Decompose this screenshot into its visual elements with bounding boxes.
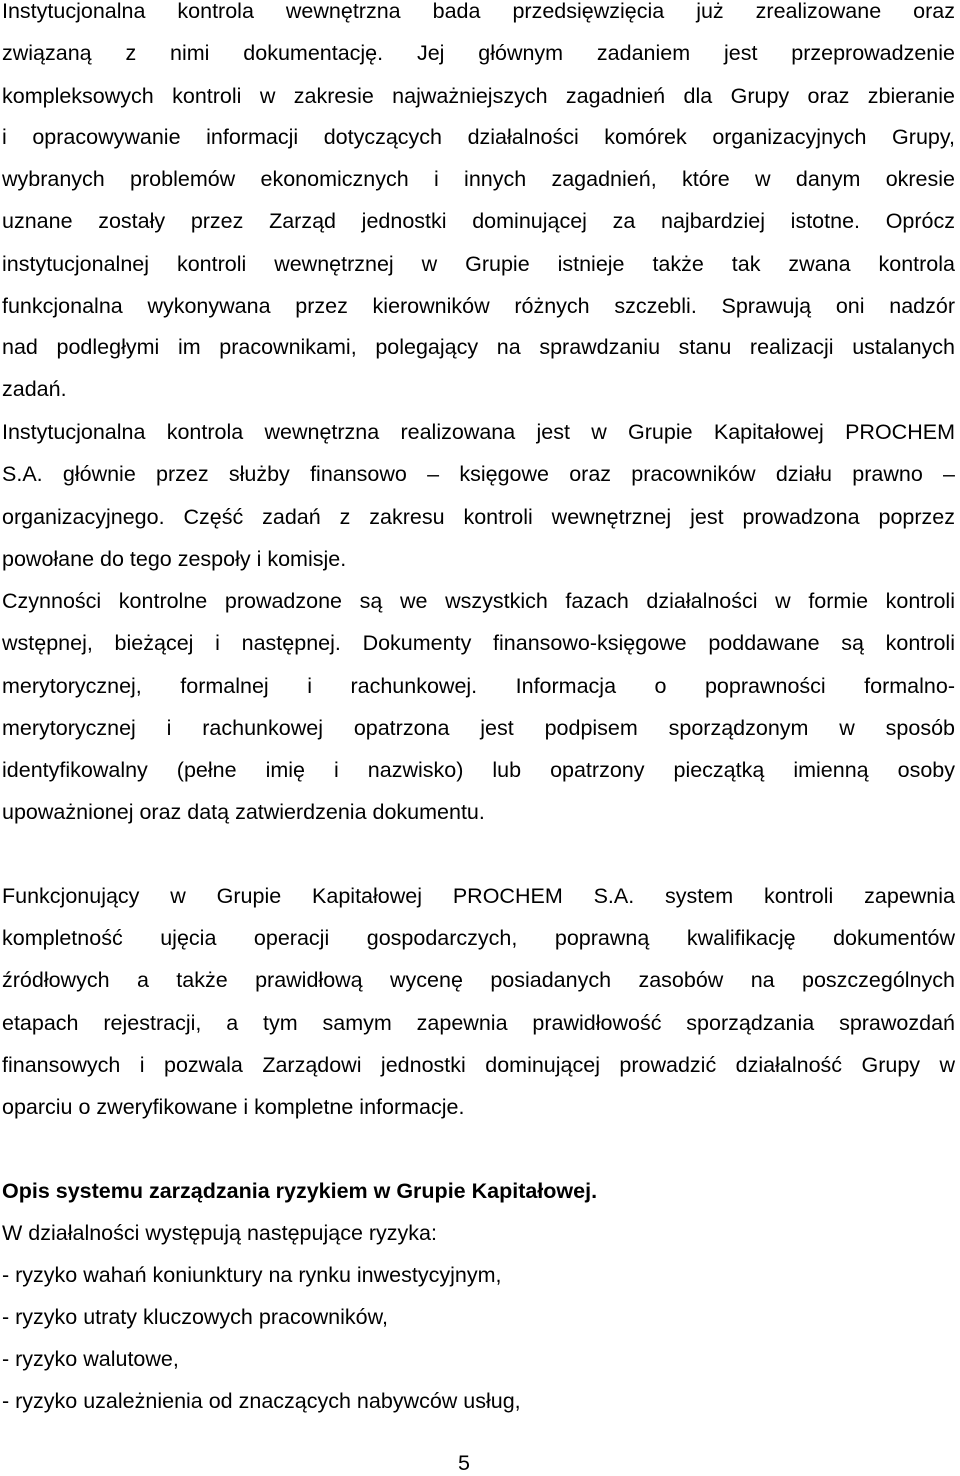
text-line: instytucjonalnej kontroli wewnętrznej w Grupie istnieje także tak zwana kontrola <box>2 252 955 276</box>
text-line: upoważnionej oraz datą zatwierdzenia dokumentu. <box>2 800 485 824</box>
text-line: Funkcjonujący w Grupie Kapitałowej PROCHEM S.A. system kontroli zapewnia <box>2 884 955 908</box>
text-line: organizacyjnego. Część zadań z zakresu kontroli wewnętrznej jest prowadzona poprzez <box>2 505 955 529</box>
text-line: kompleksowych kontroli w zakresie najważniejszych zagadnień dla Grupy oraz zbieranie <box>2 84 955 108</box>
text-line: identyfikowalny (pełne imię i nazwisko) lub opatrzony pieczątką imienną osoby <box>2 758 955 782</box>
text-line: funkcjonalna wykonywana przez kierowników różnych szczebli. Sprawują oni nadzór <box>2 294 955 318</box>
text-line: wstępnej, bieżącej i następnej. Dokumenty finansowo-księgowe poddawane są kontroli <box>2 631 955 655</box>
text-line: zadań. <box>2 377 67 401</box>
text-line: uznane zostały przez Zarząd jednostki dominującej za najbardziej istotne. Oprócz <box>2 209 955 233</box>
text-line: powołane do tego zespoły i komisje. <box>2 547 347 571</box>
text-line: etapach rejestracji, a tym samym zapewnia prawidłowość sporządzania sprawozdań <box>2 1011 955 1035</box>
list-item: - ryzyko walutowe, <box>2 1347 179 1371</box>
text-line: nad podległymi im pracownikami, polegający na sprawdzaniu stanu realizacji ustalanych <box>2 335 955 359</box>
text-line: finansowych i pozwala Zarządowi jednostki dominującej prowadzić działalność Grupy w <box>2 1053 955 1077</box>
text-line: merytorycznej, formalnej i rachunkowej. Informacja o poprawności formalno- <box>2 674 955 698</box>
text-line: Instytucjonalna kontrola wewnętrzna realizowana jest w Grupie Kapitałowej PROCHEM <box>2 420 955 444</box>
text-line: S.A. głównie przez służby finansowo – księgowe oraz pracowników działu prawno – <box>2 462 955 486</box>
text-line: i opracowywanie informacji dotyczących działalności komórek organizacyjnych Grupy, <box>2 125 955 149</box>
text-line: Instytucjonalna kontrola wewnętrzna bada przedsięwzięcia już zrealizowane oraz <box>2 0 955 23</box>
text-line: związaną z nimi dokumentację. Jej głównym zadaniem jest przeprowadzenie <box>2 41 955 65</box>
section-intro: W działalności występują następujące ryzyka: <box>2 1221 437 1245</box>
text-line: oparciu o zweryfikowane i kompletne informacje. <box>2 1095 465 1119</box>
section-heading: Opis systemu zarządzania ryzykiem w Grupie Kapitałowej. <box>2 1179 598 1203</box>
text-line: Czynności kontrolne prowadzone są we wszystkich fazach działalności w formie kontroli <box>2 589 955 613</box>
text-line: merytorycznej i rachunkowej opatrzona jest podpisem sporządzonym w sposób <box>2 716 955 740</box>
text-line: wybranych problemów ekonomicznych i innych zagadnień, które w danym okresie <box>2 167 955 191</box>
text-line: źródłowych a także prawidłową wycenę posiadanych zasobów na poszczególnych <box>2 968 955 992</box>
list-item: - ryzyko uzależnienia od znaczących nabywców usług, <box>2 1389 521 1413</box>
list-item: - ryzyko wahań koniunktury na rynku inwestycyjnym, <box>2 1263 502 1287</box>
list-item: - ryzyko utraty kluczowych pracowników, <box>2 1305 388 1329</box>
text-line: kompletność ujęcia operacji gospodarczych, poprawną kwalifikację dokumentów <box>2 926 955 950</box>
page-number: 5 <box>458 1451 470 1475</box>
